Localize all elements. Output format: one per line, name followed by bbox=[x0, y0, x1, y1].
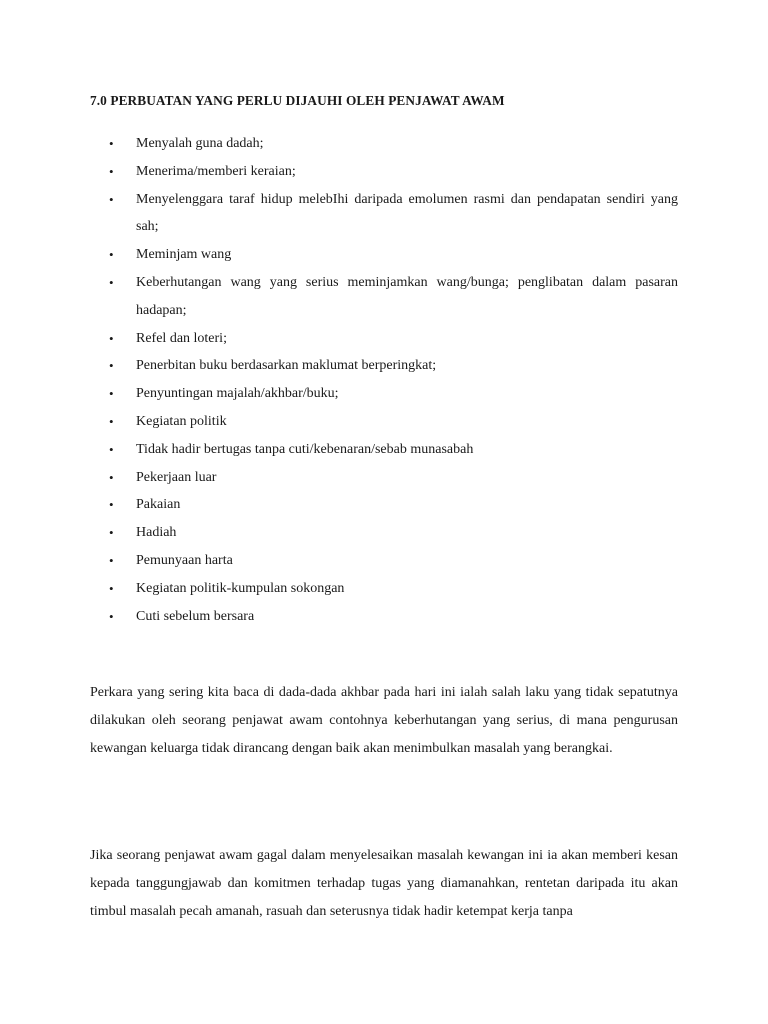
bullet-icon: • bbox=[109, 497, 114, 513]
list-item bbox=[90, 603, 678, 631]
bullet-icon: • bbox=[109, 469, 114, 485]
list-item bbox=[90, 547, 678, 575]
list-item-text: Tidak hadir bertugas tanpa cuti/kebenaran/sebab munasabah bbox=[136, 441, 474, 457]
list-item bbox=[90, 519, 678, 547]
list-item bbox=[90, 408, 678, 436]
list-item-text: Pekerjaan luar bbox=[136, 469, 217, 485]
bullet-icon: • bbox=[109, 274, 114, 290]
list-item bbox=[90, 158, 678, 186]
list-item bbox=[90, 269, 678, 325]
bullet-icon: • bbox=[109, 386, 114, 402]
list-item-text: Menyalah guna dadah; bbox=[136, 136, 264, 151]
list-item bbox=[90, 491, 678, 519]
bullet-icon: • bbox=[109, 163, 114, 179]
list-item-text: Keberhutangan wang yang serius meminjamkan wang/bunga; penglibatan dalam pasaran hadapan; bbox=[136, 274, 678, 318]
bullet-icon: • bbox=[109, 330, 114, 346]
list-item bbox=[90, 325, 678, 353]
list-item-text: Kegiatan politik-kumpulan sokongan bbox=[136, 580, 345, 596]
bullet-icon: • bbox=[109, 413, 114, 429]
list-item bbox=[90, 575, 678, 603]
bullet-icon: • bbox=[109, 441, 114, 457]
list-item bbox=[90, 352, 678, 380]
bullet-icon: • bbox=[109, 191, 114, 207]
list-item-text: Meminjam wang bbox=[136, 247, 232, 263]
body-paragraph: Perkara yang sering kita baca di dada-dada akhbar pada hari ini ialah salah laku yang tidak sepatutnya dilakukan oleh seorang penjawat awam contohnya keberhutangan yang serius, di mana pengurusan kewangan keluarga tidak dirancang dengan baik akan menimbulkan masalah yang berangkai. bbox=[90, 685, 678, 756]
bullet-icon: • bbox=[109, 136, 114, 151]
list-item bbox=[90, 241, 678, 269]
body-paragraph: Jika seorang penjawat awam gagal dalam menyelesaikan masalah kewangan ini ia akan memberi kesan kepada tanggungjawab dan komitmen terhadap tugas yang diamanahkan, rentetan daripada itu akan timbul masalah pecah amanah, rasuah dan seterusnya tidak hadir ketempat kerja tanpa bbox=[90, 848, 678, 919]
bullet-list bbox=[90, 130, 678, 630]
bullet-icon: • bbox=[109, 580, 114, 596]
list-item-text: Cuti sebelum bersara bbox=[136, 608, 255, 624]
bullet-icon: • bbox=[109, 525, 114, 541]
list-item-text: Penyuntingan majalah/akhbar/buku; bbox=[136, 386, 339, 402]
list-item-text: Menyelenggara taraf hidup melebIhi daripada emolumen rasmi dan pendapatan sendiri yang sah; bbox=[136, 191, 678, 235]
bullet-icon: • bbox=[109, 608, 114, 624]
list-item bbox=[90, 130, 678, 158]
list-item bbox=[90, 380, 678, 408]
bullet-icon: • bbox=[109, 247, 114, 263]
list-item-text: Hadiah bbox=[136, 525, 177, 541]
list-item-text: Refel dan loteri; bbox=[136, 330, 227, 346]
list-item-text: Kegiatan politik bbox=[136, 413, 227, 429]
bullet-icon: • bbox=[109, 552, 114, 568]
list-item-text: Pemunyaan harta bbox=[136, 552, 233, 568]
list-item-text: Penerbitan buku berdasarkan maklumat berperingkat; bbox=[136, 358, 437, 374]
bullet-icon: • bbox=[109, 358, 114, 374]
list-item bbox=[90, 464, 678, 492]
list-item bbox=[90, 436, 678, 464]
list-item-text: Menerima/memberi keraian; bbox=[136, 163, 296, 179]
list-item bbox=[90, 186, 678, 242]
list-item-text: Pakaian bbox=[136, 497, 181, 513]
section-heading: 7.0 PERBUATAN YANG PERLU DIJAUHI OLEH PENJAWAT AWAM bbox=[90, 93, 505, 108]
